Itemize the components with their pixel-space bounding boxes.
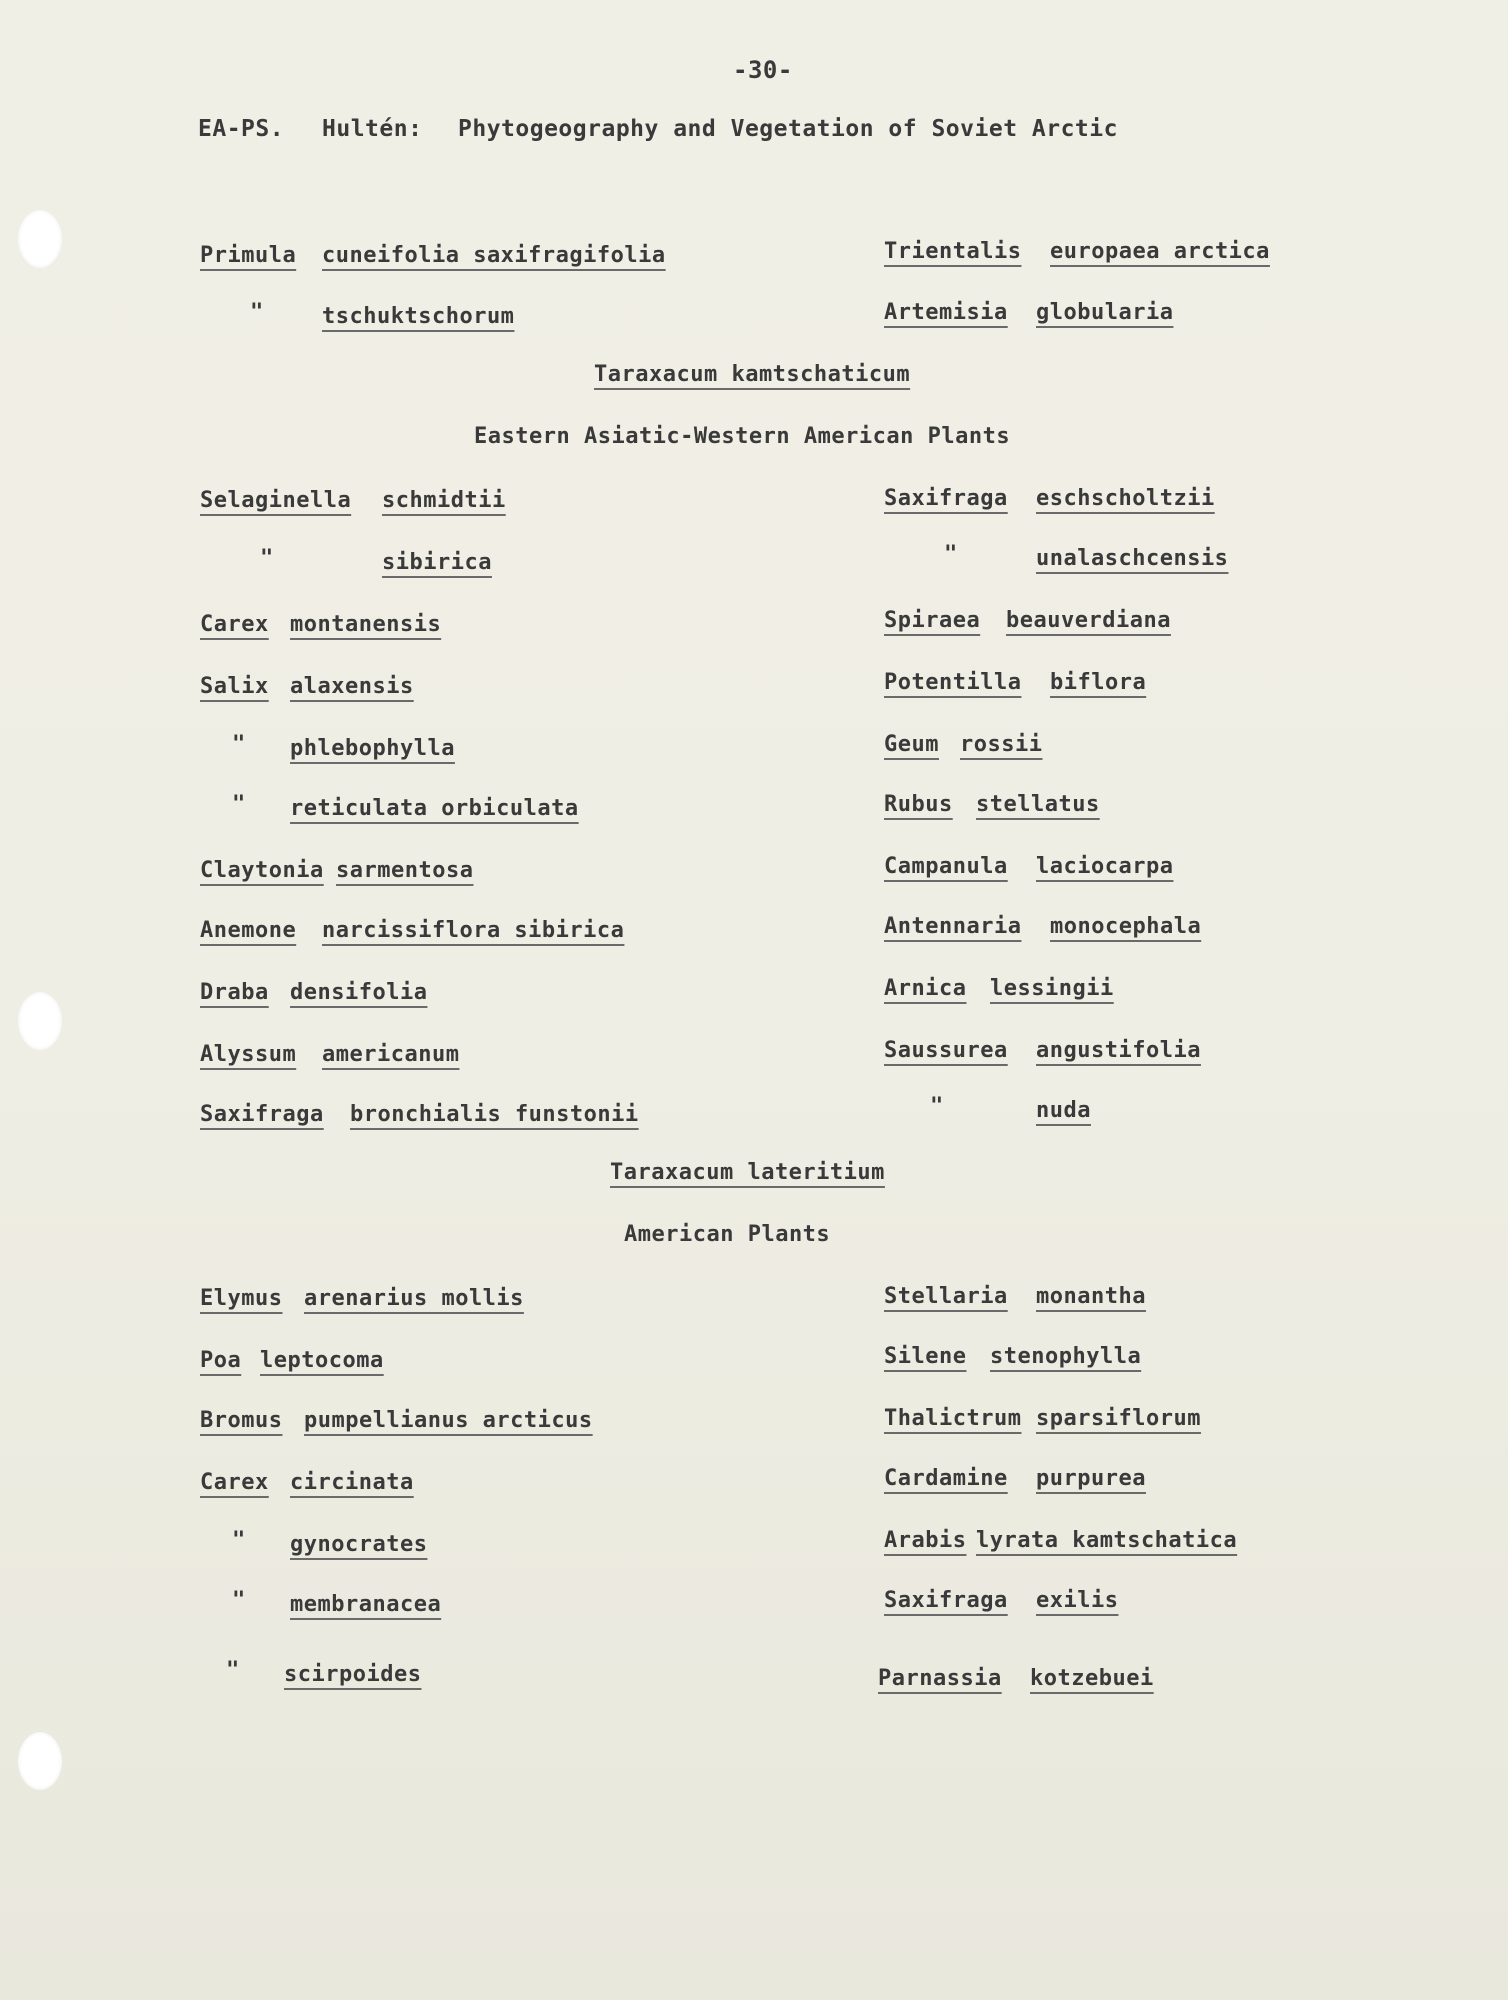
section-heading: American Plants bbox=[624, 1222, 831, 1247]
plant-entry-genus: Saussurea bbox=[884, 1038, 1008, 1063]
plant-entry-genus: Rubus bbox=[884, 792, 953, 817]
plant-entry-species: americanum bbox=[322, 1042, 460, 1067]
plant-entry-species: sibirica bbox=[382, 550, 492, 575]
plant-entry-species: alaxensis bbox=[290, 674, 414, 699]
plant-entry-species: unalaschcensis bbox=[1036, 546, 1229, 571]
plant-entry-species: europaea arctica bbox=[1050, 239, 1270, 264]
plant-entry-species: lessingii bbox=[990, 976, 1114, 1001]
section-heading: Eastern Asiatic-Western American Plants bbox=[474, 424, 1011, 449]
plant-entry-genus: Geum bbox=[884, 732, 939, 757]
plant-entry-genus: Potentilla bbox=[884, 670, 1022, 695]
punch-hole-bottom bbox=[18, 1732, 62, 1790]
plant-entry-species: phlebophylla bbox=[290, 736, 455, 761]
ditto-mark: " bbox=[226, 1658, 240, 1683]
plant-entry-genus: Primula bbox=[200, 243, 297, 268]
plant-entry-species: monantha bbox=[1036, 1284, 1146, 1309]
plant-entry-species: sarmentosa bbox=[336, 858, 474, 883]
ditto-mark: " bbox=[232, 1528, 246, 1553]
plant-entry-species: circinata bbox=[290, 1470, 414, 1495]
plant-entry-species: exilis bbox=[1036, 1588, 1119, 1613]
plant-entry-genus: Thalictrum bbox=[884, 1406, 1022, 1431]
plant-entry-species: globularia bbox=[1036, 300, 1174, 325]
plant-entry-species: tschuktschorum bbox=[322, 304, 515, 329]
plant-entry-species: sparsiflorum bbox=[1036, 1406, 1201, 1431]
plant-entry-species: bronchialis funstonii bbox=[350, 1102, 639, 1127]
plant-entry-genus: Poa bbox=[200, 1348, 242, 1373]
ditto-mark: " bbox=[250, 300, 264, 325]
plant-entry-genus: Silene bbox=[884, 1344, 967, 1369]
page-number: -30- bbox=[733, 56, 793, 84]
plant-entry-species: purpurea bbox=[1036, 1466, 1146, 1491]
plant-entry-genus: Anemone bbox=[200, 918, 297, 943]
plant-entry-genus: Elymus bbox=[200, 1286, 283, 1311]
plant-entry-genus: Arnica bbox=[884, 976, 967, 1001]
plant-entry-genus: Antennaria bbox=[884, 914, 1022, 939]
plant-entry-species: eschscholtzii bbox=[1036, 486, 1215, 511]
plant-entry-species: membranacea bbox=[290, 1592, 442, 1617]
plant-entry-genus: Campanula bbox=[884, 854, 1008, 879]
plant-entry-genus: Draba bbox=[200, 980, 269, 1005]
plant-entry-species: rossii bbox=[960, 732, 1043, 757]
plant-entry-species: beauverdiana bbox=[1006, 608, 1171, 633]
plant-entry-species: pumpellianus arcticus bbox=[304, 1408, 593, 1433]
plant-entry-species: montanensis bbox=[290, 612, 442, 637]
plant-entry-species: scirpoides bbox=[284, 1662, 422, 1687]
plant-entry-genus: Spiraea bbox=[884, 608, 981, 633]
plant-entry-genus: Saxifraga bbox=[884, 1588, 1008, 1613]
plant-entry-species: kotzebuei bbox=[1030, 1666, 1154, 1691]
plant-entry-species: densifolia bbox=[290, 980, 428, 1005]
plant-entry-genus: Bromus bbox=[200, 1408, 283, 1433]
plant-entry-species: laciocarpa bbox=[1036, 854, 1174, 879]
plant-entry-species: arenarius mollis bbox=[304, 1286, 524, 1311]
plant-entry-genus: Artemisia bbox=[884, 300, 1008, 325]
plant-entry-genus: Carex bbox=[200, 1470, 269, 1495]
plant-entry-genus: Parnassia bbox=[878, 1666, 1002, 1691]
plant-entry-species: stenophylla bbox=[990, 1344, 1142, 1369]
header-code: EA-PS. bbox=[198, 116, 285, 142]
ditto-mark: " bbox=[944, 542, 958, 567]
ditto-mark: " bbox=[260, 546, 274, 571]
plant-entry-genus: Trientalis bbox=[884, 239, 1022, 264]
plant-entry-genus: Claytonia bbox=[200, 858, 324, 883]
ditto-mark: " bbox=[232, 792, 246, 817]
plant-entry-genus: Arabis bbox=[884, 1528, 967, 1553]
plant-entry-genus: Stellaria bbox=[884, 1284, 1008, 1309]
ditto-mark: " bbox=[930, 1094, 944, 1119]
plant-entry-genus: Saxifraga bbox=[200, 1102, 324, 1127]
plant-entry-species: gynocrates bbox=[290, 1532, 428, 1557]
plant-entry-species: leptocoma bbox=[260, 1348, 384, 1373]
plant-entry-species: nuda bbox=[1036, 1098, 1091, 1123]
punch-hole-middle bbox=[18, 992, 62, 1050]
ditto-mark: " bbox=[232, 732, 246, 757]
plant-entry-genus: Selaginella bbox=[200, 488, 352, 513]
plant-entry-species: angustifolia bbox=[1036, 1038, 1201, 1063]
plant-entry-species: biflora bbox=[1050, 670, 1147, 695]
centered-plant-entry: Taraxacum lateritium bbox=[610, 1160, 885, 1185]
punch-hole-top bbox=[18, 210, 62, 268]
plant-entry-species: reticulata orbiculata bbox=[290, 796, 579, 821]
plant-entry-species: stellatus bbox=[976, 792, 1100, 817]
plant-entry-species: schmidtii bbox=[382, 488, 506, 513]
plant-entry-genus: Saxifraga bbox=[884, 486, 1008, 511]
plant-entry-genus: Cardamine bbox=[884, 1466, 1008, 1491]
ditto-mark: " bbox=[232, 1588, 246, 1613]
plant-entry-species: lyrata kamtschatica bbox=[976, 1528, 1238, 1553]
header-title: Phytogeography and Vegetation of Soviet Arctic bbox=[458, 116, 1118, 142]
plant-entry-species: narcissiflora sibirica bbox=[322, 918, 625, 943]
plant-entry-genus: Alyssum bbox=[200, 1042, 297, 1067]
header-author: Hultén: bbox=[322, 116, 423, 142]
plant-entry-species: cuneifolia saxifragifolia bbox=[322, 243, 666, 268]
plant-entry-species: monocephala bbox=[1050, 914, 1202, 939]
centered-plant-entry: Taraxacum kamtschaticum bbox=[594, 362, 911, 387]
plant-entry-genus: Carex bbox=[200, 612, 269, 637]
plant-entry-genus: Salix bbox=[200, 674, 269, 699]
